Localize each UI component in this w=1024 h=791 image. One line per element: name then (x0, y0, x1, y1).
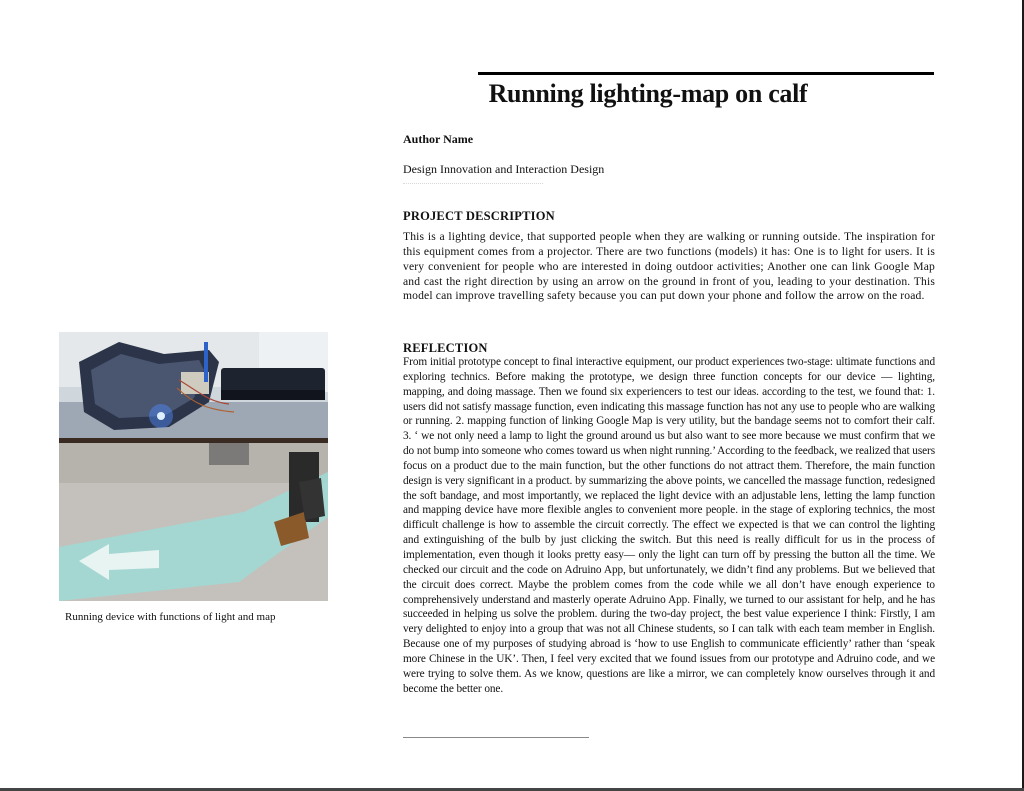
author-affiliation: Design Innovation and Interaction Design (403, 162, 605, 176)
faint-placeholder-line (403, 183, 543, 185)
footnote-rule (403, 737, 589, 738)
device-photo-illustration (59, 332, 328, 601)
device-photo (59, 332, 328, 601)
document-title: Running lighting-map on calf (488, 79, 808, 108)
project-description-heading: PROJECT DESCRIPTION (403, 209, 555, 223)
figure-caption: Running device with functions of light and map (65, 611, 276, 623)
reflection-heading: REFLECTION (403, 341, 488, 355)
project-description-text: This is a lighting device, that supported people when they are walking or running outside. The inspiration for this equipment comes from a projector. There are two functions (models) it has: One is to light for users. It is very convenient for people who are interested in doing outdoor activities; Another one can link Google Map and cast the right direction by using an arrow on the ground in front of you, leading to your destination. This model can improve travelling safety because you can put down your phone and follow the arrow on the road. (403, 230, 935, 303)
reflection-text: From initial prototype concept to final interactive equipment, our product experiences two-stage: ultimate functions and exploring technics. Before making the prototype, we design three function concepts for our device — lighting, mapping, and doing massage. Then we found six experiencers to test our ideas. according to the test, we found that: 1. users did not satisfy massage function, even indicating this massage function has not any use to people who are walking or running. 2. mapping function of linking Google Map is very utility, but the bandage seems not to comfort their calf. 3. ‘ we not only need a lamp to light the ground around us but also want to see more because we must confirm that we do not bump into someone who comes toward us when night running.’ According to the feedback, we realized that users focus on a product due to the main function, but the other functions do not attract them. Therefore, the main function design is very significant in a product. by summarizing the above points, we cancelled the massage function, redesigned the soft bandage, and most importantly, we replaced the light device with an adjustable lens, letting the lamp function and mapping device have more flexible angles to convenient more people. in the stage of exploring technics, the most difficult challenge is how to assemble the circuit correctly. The effect we expected is that we can control the lighting and extinguishing of the bulb by just clicking the switch. But this need is really difficult for us in the process of implementation, even though it looks pretty easy— only the light can turn off by pressing the button all the time. We checked our circuit and the code on Adruino App, but unfortunately, we didn’t find any problems. But we believed that the circuit does correct. Maybe the problem comes from the code while we all don’t have enough experience to comprehensively understand and masterly operate Adruino App. Finally, we turned to our assistant for help, and he has succeeded in helping us solve the problem. during the two-day project, the best value experience I think: Firstly, I am very delighted to enjoy into a group that was not all Chinese students, so I can talk with each team member in English. Because one of my purposes of studying abroad is ‘how to use English to communicate efficiently’ rather than ‘speak more Chinese in the UK’. Then, I feel very excited that we found issues from our prototype and Adruino code, and we were trying to solve them. As we know, questions are like a mirror, we can completely know ourselves through it and become the better one. (403, 356, 935, 695)
author-name: Author Name (403, 132, 474, 146)
title-rule (478, 72, 934, 75)
